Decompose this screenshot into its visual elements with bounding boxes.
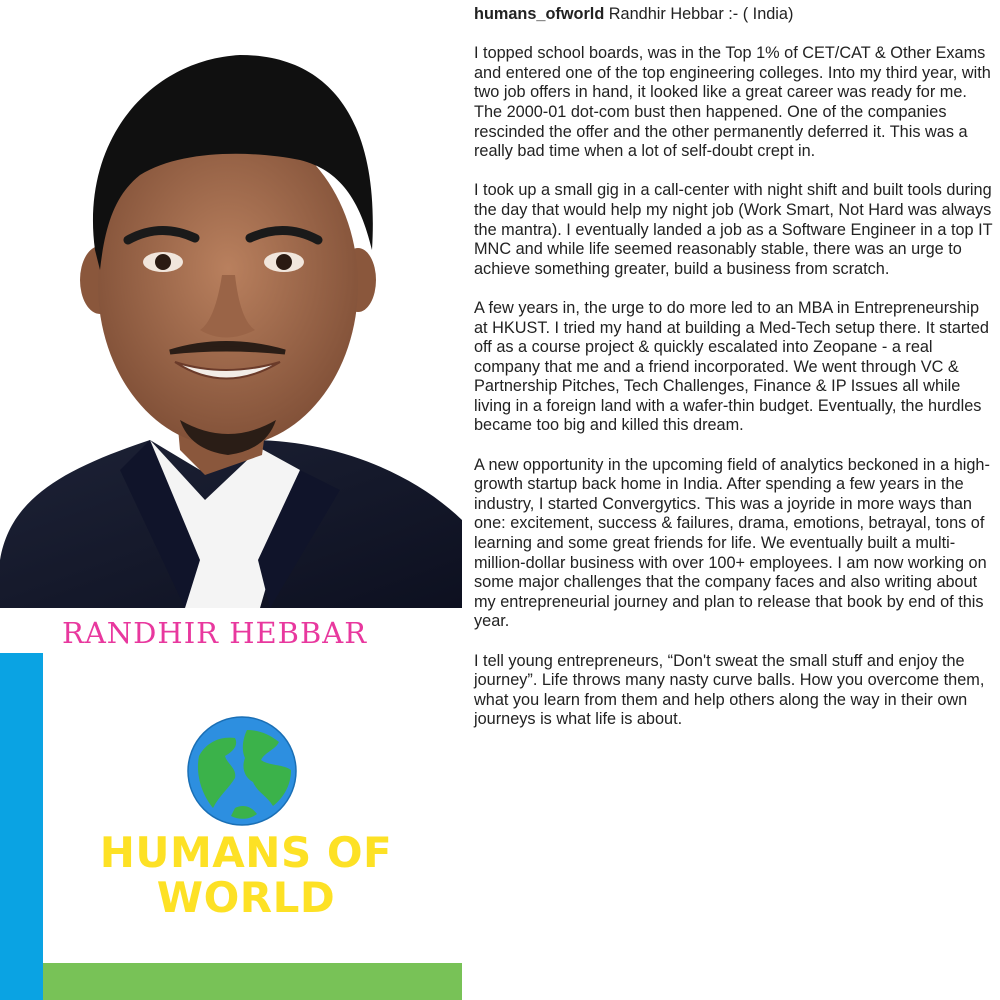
left-accent-bar <box>0 653 43 1000</box>
person-name: RANDHIR HEBBAR <box>62 616 368 650</box>
caption-paragraph-4: A new opportunity in the upcoming field of analytics beckoned in a high-growth startup back home in India. After spending a few years in the industry, I started Convergytics. This was a joyride in more ways than one: excitement, success & failures, drama, emotions, betrayal, tons of learning and some great friends for life. We eventually built a multi-million-dollar business with over 100+ employees. I am now working on some major challenges that the company faces and also writing about my entrepreneurial journey and plan to release that book by end of this year. <box>474 455 990 631</box>
brand-line-2: WORLD <box>156 873 336 922</box>
bottom-accent-bar <box>43 963 462 1000</box>
caption-paragraph-1: I topped school boards, was in the Top 1% of CET/CAT & Other Exams and entered one of the top engineering colleges. Into my third year, with two job offers in hand, it looked like a great career was ready for me. The 2000-01 dot-com bust then happened. One of the companies rescinded the offer and the other permanently deferred it. This was a really bad time when a lot of self-doubt crept in. <box>474 44 991 161</box>
caption-header <box>474 5 994 25</box>
portrait-photo <box>0 0 462 608</box>
username-link[interactable]: humans_ofworld <box>474 5 605 23</box>
brand-title <box>96 830 396 920</box>
brand-line-1: HUMANS OF <box>99 828 393 877</box>
caption-paragraph-5: I tell young entrepreneurs, “Don't sweat the small stuff and enjoy the journey”. Life throws many nasty curve balls. How you overcome them, what you learn from them and help others along the way in their own journeys is what life is about. <box>474 651 985 729</box>
caption-title: Randhir Hebbar :- ( India) <box>608 5 794 23</box>
post-caption <box>474 5 994 995</box>
earth-globe-icon <box>187 716 297 826</box>
caption-paragraph-3: A few years in, the urge to do more led to an MBA in Entrepreneurship at HKUST. I tried my hand at building a Med-Tech setup there. It started off as a course project & quickly escalated into Zeopane - a real company that me and a friend incorporated. We went through VC & Partnership Pitches, Tech Challenges, Finance & IP Issues all while living in a foreign land with a wafer-thin budget. Eventually, the hurdles became too big and killed this dream. <box>474 298 989 435</box>
caption-paragraph-2: I took up a small gig in a call-center with night shift and built tools during the day that would help my night job (Work Smart, Not Hard was always the mantra). I eventually landed a job as a Software Engineer in a top IT MNC and while life seemed reasonably stable, there was an urge to achieve something greater, build a business from scratch. <box>474 181 993 278</box>
